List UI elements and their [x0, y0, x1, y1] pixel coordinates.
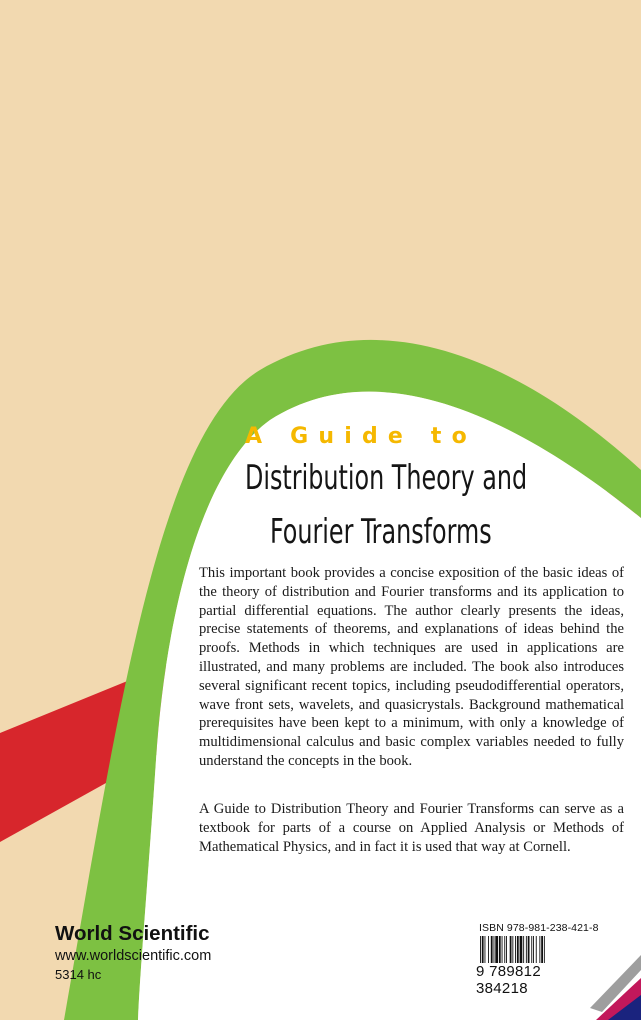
publisher-name: World Scientific — [55, 922, 210, 945]
title-line-1: Distribution Theory and — [245, 458, 528, 498]
description-paragraph-1: This important book provides a concise exposition of the basic ideas of the theory of distribution and Fourier transforms and its application to partial differential equations. The author clearly presents the ideas, precise statements of theorems, and explanations of ideas behind the proofs. Methods in which techniques are used in applications are illustrated, and many problems are included. The book also introduces several significant recent topics, including pseudodifferential operators, wave front sets, wavelets, and quasicrystals. Background mathematical prerequisites have been kept to a minimum, with only a knowledge of multidimensional calculus and basic complex variables needed to fully understand the concepts in the book. — [199, 565, 624, 769]
description-paragraph-2: A Guide to Distribution Theory and Fourier Transforms can serve as a textbook for parts of a course on Applied Analysis or Methods of Mathematical Physics, and in fact it is used that way at Cornell. — [199, 801, 624, 855]
barcode-digits: 9 789812 384218 — [476, 963, 590, 997]
title-line-2: Fourier Transforms — [270, 512, 492, 552]
product-code: 5314 hc — [55, 967, 102, 982]
title-kicker: A Guide to — [245, 424, 477, 449]
isbn-label: ISBN 978-981-238-421-8 — [479, 922, 599, 934]
publisher-url[interactable]: www.worldscientific.com — [55, 948, 212, 964]
